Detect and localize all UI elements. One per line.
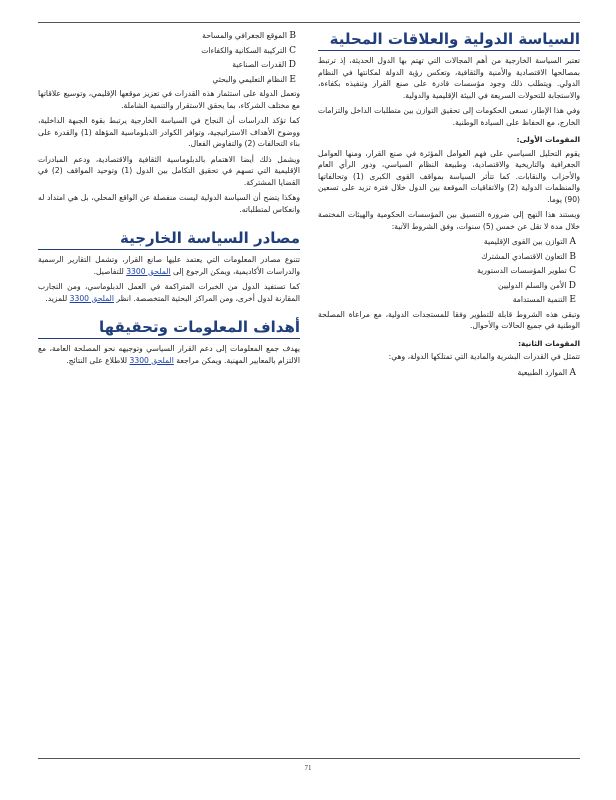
page-number: 71 — [304, 764, 312, 772]
subheading: ﺍﻟﻤﻘﻮﻣﺎﺕ ﺍﻷﻭﻟﻰ: — [516, 135, 580, 144]
paragraph: ﻛﻤﺎ ﺗﺆﻛﺪ ﺍﻟﺪﺭﺍﺳﺎﺕ ﺃﻥ ﺍﻟﻨﺠﺎﺡ ﻓﻲ ﺍﻟﺴﻴﺎﺳﺔ ﺍﻟﺨﺎﺭﺟﻴﺔ ﻳﺮﺗﺒﻂ ﺑﻘﻮﺓ ﺍﻟﺠﺒﻬﺔ ﺍﻟﺪﺍﺧﻠﻴﺔ، ﻭﻭﺿﻮﺡ ﺍﻷﻫﺪﺍﻑ ﺍﻻﺳﺘﺮﺍﺗﻴﺠﻴﺔ، ﻭﺗﻮﺍﻓﺮ ﺍﻟﻜﻮﺍﺩﺭ ﺍﻟﺪﺑﻠﻮﻣﺎﺳﻴﺔ ﺍﻟﻤﺆﻫﻠﺔ (1) ﻭﺍﻟﻘﺪﺭﺓ ﻋﻠﻰ ﺑﻨﺎﺀ ﺍﻟﺘﺤﺎﻟﻔﺎﺕ (2) ﻭﺍﻟﺘﻔﺎﻭﺽ ﺍﻟﻔﻌﺎﻝ. — [38, 116, 300, 148]
paragraph: ﻭﻳﺴﺘﻨﺪ ﻫﺬﺍ ﺍﻟﻨﻬﺞ ﺇﻟﻰ ﺿﺮﻭﺭﺓ ﺍﻟﺘﻨﺴﻴﻖ ﺑﻴﻦ ﺍﻟﻤﺆﺳﺴﺎﺕ ﺍﻟﺤﻜﻮﻣﻴﺔ ﻭﺍﻟﻬﻴﺌﺎﺕ ﺍﻟﻤﺨﺘﺼﺔ ﺧﻼﻝ ﻣﺪﺓ ﻻ ﺗﻘﻞ ﻋﻦ ﺧﻤﺲ (5) ﺳﻨﻮﺍﺕ، ﻭﻓﻖ ﺍﻟﺸﺮﻭﻁ ﺍﻵﺗﻴﺔ: — [318, 210, 580, 231]
list-item: E ﺍﻟﻨﻈﺎﻡ ﺍﻟﺘﻌﻠﻴﻤﻲ ﻭﺍﻟﺒﺤﺜﻲ — [212, 74, 296, 85]
section-heading-1: ﺍﻟﺴﻴﺎﺳﺔ ﺍﻟﺪﻭﻟﻴﺔ ﻭﺍﻟﻌﻼﻗﺎﺕ ﺍﻟﻤﺤﻠﻴﺔ — [318, 30, 580, 51]
paragraph: ﻭﻳﺸﻤﻞ ﺫﻟﻚ ﺃﻳﻀﺎ ﺍﻻﻫﺘﻤﺎﻡ ﺑﺎﻟﺪﺑﻠﻮﻣﺎﺳﻴﺔ ﺍﻟﺜﻘﺎﻓﻴﺔ ﻭﺍﻻﻗﺘﺼﺎﺩﻳﺔ، ﻭﺩﻋﻢ ﺍﻟﻤﺒﺎﺩﺭﺍﺕ ﺍﻹﻗﻠﻴﻤﻴﺔ ﺍﻟﺘﻲ ﺗﺴﻬﻢ ﻓﻲ ﺗﺤﻘﻴﻖ ﺍﻟﺘﻜﺎﻣﻞ ﺑﻴﻦ ﺍﻟﺪﻭﻝ (1) ﻭﺗﻮﺣﻴﺪ ﺍﻟﻤﻮﺍﻗﻒ (2) ﻓﻲ ﺍﻟﻘﻀﺎﻳﺎ ﺍﻟﻤﺸﺘﺮﻛﺔ. — [38, 154, 300, 187]
list-item: C ﺍﻟﺘﺮﻛﻴﺒﺔ ﺍﻟﺴﻜﺎﻧﻴﺔ ﻭﺍﻟﻜﻔﺎﺀﺍﺕ — [201, 45, 296, 56]
left-column — [38, 30, 300, 370]
list-item: D ﺍﻟﻘﺪﺭﺍﺕ ﺍﻟﺼﻨﺎﻋﻴﺔ — [232, 60, 296, 70]
list-item: E ﺍﻟﺘﻨﻤﻴﺔ ﺍﻟﻤﺴﺘﺪﺍﻣﺔ — [512, 295, 576, 305]
paragraph: ﻭﺗﻌﻤﻞ ﺍﻟﺪﻭﻟﺔ ﻋﻠﻰ ﺍﺳﺘﺜﻤﺎﺭ ﻫﺬﻩ ﺍﻟﻘﺪﺭﺍﺕ ﻓﻲ ﺗﻌﺰﻳﺰ ﻣﻮﻗﻌﻬﺎ ﺍﻹﻗﻠﻴﻤﻲ، ﻭﺗﻮﺳﻴﻊ ﻋﻼﻗﺎﺗﻬﺎ ﻣﻊ ﻣﺨﺘﻠﻒ ﺍﻟﺸﺮﻛﺎﺀ، ﺑﻤﺎ ﻳﺤﻘﻖ ﺍﻻﺳﺘﻘﺮﺍﺭ ﻭﺍﻟﺘﻨﻤﻴﺔ ﺍﻟﺸﺎﻣﻠﺔ. — [38, 89, 300, 110]
list-item: A ﺍﻟﺘﻮﺍﺯﻥ ﺑﻴﻦ ﺍﻟﻘﻮﻯ ﺍﻹﻗﻠﻴﻤﻴﺔ — [483, 237, 576, 247]
top-rule — [38, 22, 580, 23]
section-heading-2: ﻣﺼﺎﺩﺭ ﺍﻟﺴﻴﺎﺳﺔ ﺍﻟﺨﺎﺭﺟﻴﺔ — [38, 229, 300, 250]
list-item: A ﺍﻟﻤﻮﺍﺭﺩ ﺍﻟﻄﺒﻴﻌﻴﺔ — [517, 367, 576, 378]
paragraph: ﺗﺘﻤﺜﻞ ﻓﻲ ﺍﻟﻘﺪﺭﺍﺕ ﺍﻟﺒﺸﺮﻳﺔ ﻭﺍﻟﻤﺎﺩﻳﺔ ﺍﻟﺘﻲ ﺗﻤﺘﻠﻜﻬﺎ ﺍﻟﺪﻭﻟﺔ، ﻭﻫﻲ: — [388, 352, 580, 361]
paragraph: ﻳﻘﻮﻡ ﺍﻟﺘﺤﻠﻴﻞ ﺍﻟﺴﻴﺎﺳﻲ ﻋﻠﻰ ﻓﻬﻢ ﺍﻟﻌﻮﺍﻣﻞ ﺍﻟﻤﺆﺛﺮﺓ ﻓﻲ ﺻﻨﻊ ﺍﻟﻘﺮﺍﺭ، ﻭﻣﻨﻬﺎ ﺍﻟﻌﻮﺍﻣﻞ ﺍﻟﺠﻐﺮﺍﻓﻴﺔ ﻭﺍﻟﺘﺎﺭﻳﺨﻴﺔ ﻭﺍﻻﻗﺘﺼﺎﺩﻳﺔ، ﻭﻃﺒﻴﻌﺔ ﺍﻟﻨﻈﺎﻡ ﺍﻟﺴﻴﺎﺳﻲ، ﻭﺩﻭﺭ ﺍﻟﺮﺃﻱ ﺍﻟﻌﺎﻡ ﻭﺍﻷﺣﺰﺍﺏ ﻭﺍﻟﻨﻘﺎﺑﺎﺕ. ﻛﻤﺎ ﺗﺘﺄﺛﺮ ﺍﻟﺴﻴﺎﺳﺔ ﺑﻤﻮﺍﻗﻒ ﺍﻟﻘﻮﻯ ﺍﻟﻜﺒﺮﻯ (1) ﻭﺗﺤﺎﻟﻔﺎﺗﻬﺎ ﻭﺍﻟﻤﻨﻈﻤﺎﺕ ﺍﻟﺪﻭﻟﻴﺔ (2) ﻭﺍﻻﺗﻔﺎﻗﻴﺎﺕ ﺍﻟﻤﻮﻗﻌﺔ ﺑﻴﻦ ﺍﻟﺪﻭﻝ ﺧﻼﻝ ﻓﺘﺮﺓ ﺗﺰﻳﺪ ﻋﻠﻰ ﺗﺴﻌﻴﻦ (90) ﻳﻮﻣﺎ. — [318, 148, 580, 204]
bottom-rule — [38, 758, 580, 759]
paragraph: ﺗﻌﺘﺒﺮ ﺍﻟﺴﻴﺎﺳﺔ ﺍﻟﺨﺎﺭﺟﻴﺔ ﻣﻦ ﺃﻫﻢ ﺍﻟﻤﺠﺎﻻﺕ ﺍﻟﺘﻲ ﺗﻬﺘﻢ ﺑﻬﺎ ﺍﻟﺪﻭﻝ ﺍﻟﺤﺪﻳﺜﺔ، ﺇﺫ ﺗﺮﺗﺒﻂ ﺑﻤﺼﺎﻟﺤﻬﺎ ﺍﻻﻗﺘﺼﺎﺩﻳﺔ ﻭﺍﻷﻣﻨﻴﺔ ﻭﺍﻟﺜﻘﺎﻓﻴﺔ، ﻭﺗﻌﻜﺲ ﺭﺅﻳﺔ ﺍﻟﺪﻭﻟﺔ ﻟﻤﻜﺎﻧﺘﻬﺎ ﻓﻲ ﺍﻟﻨﻈﺎﻡ ﺍﻟﺪﻭﻟﻲ. ﻭﻳﺘﻄﻠﺐ ﺫﻟﻚ ﻭﺟﻮﺩ ﻣﺆﺳﺴﺎﺕ ﻗﺎﺩﺭﺓ ﻋﻠﻰ ﺻﻨﻊ ﺍﻟﻘﺮﺍﺭ ﻭﺗﻨﻔﻴﺬﻩ ﺑﻜﻔﺎﺀﺓ، ﻭﺍﻻﺳﺘﺠﺎﺑﺔ ﻟﻠﺘﺤﻮﻻﺕ ﺍﻟﺴﺮﻳﻌﺔ ﻓﻲ ﺍﻟﺒﻴﺌﺔ ﺍﻹﻗﻠﻴﻤﻴﺔ ﻭﺍﻟﺪﻭﻟﻴﺔ. — [318, 56, 580, 100]
paragraph: ﻳﻬﺪﻑ ﺟﻤﻊ ﺍﻟﻤﻌﻠﻮﻣﺎﺕ ﺇﻟﻰ ﺩﻋﻢ ﺍﻟﻘﺮﺍﺭ ﺍﻟﺴﻴﺎﺳﻲ ﻭﺗﻮﺟﻴﻬﻪ ﻧﺤﻮ ﺍﻟﻤﺼﻠﺤﺔ ﺍﻟﻌﺎﻣﺔ، ﻣﻊ ﺍﻻﻟﺘﺰﺍﻡ ﺑﺎﻟﻤﻌﺎﻳﻴﺮ ﺍﻟﻤﻬﻨﻴﺔ. ﻭﻳﻤﻜﻦ ﻣﺮﺍﺟﻌﺔ ﺍﻟﻤﻠﺤﻖ 3300 ﻟﻼﻃﻼﻉ ﻋﻠﻰ ﺍﻟﻨﺘﺎﺋﺞ. — [38, 344, 300, 365]
paragraph: ﺗﺘﻨﻮﻉ ﻣﺼﺎﺩﺭ ﺍﻟﻤﻌﻠﻮﻣﺎﺕ ﺍﻟﺘﻲ ﻳﻌﺘﻤﺪ ﻋﻠﻴﻬﺎ ﺻﺎﻧﻊ ﺍﻟﻘﺮﺍﺭ، ﻭﺗﺸﻤﻞ ﺍﻟﺘﻘﺎﺭﻳﺮ ﺍﻟﺮﺳﻤﻴﺔ ﻭﺍﻟﺪﺭﺍﺳﺎﺕ ﺍﻷﻛﺎﺩﻳﻤﻴﺔ، ﻭﻳﻤﻜﻦ ﺍﻟﺮﺟﻮﻉ ﺇﻟﻰ ﺍﻟﻤﻠﺤﻖ 3300 ﻟﻠﺘﻔﺎﺻﻴﻞ. — [38, 255, 300, 276]
list-item: D ﺍﻷﻣﻦ ﻭﺍﻟﺴﻠﻢ ﺍﻟﺪﻭﻟﻴﻴﻦ — [498, 280, 576, 291]
subheading: ﺍﻟﻤﻘﻮﻣﺎﺕ ﺍﻟﺜﺎﻧﻴﺔ: — [518, 338, 580, 348]
section-heading-3: ﺃﻫﺪﺍﻑ ﺍﻟﻤﻌﻠﻮﻣﺎﺕ ﻭﺗﺤﻘﻴﻘﻬﺎ — [38, 318, 300, 339]
right-column — [318, 30, 580, 381]
appendix-link[interactable]: ﺍﻟﻤﻠﺤﻖ 3300 — [126, 266, 171, 276]
paragraph: ﻭﺗﺒﻘﻰ ﻫﺬﻩ ﺍﻟﺸﺮﻭﻁ ﻗﺎﺑﻠﺔ ﻟﻠﺘﻄﻮﻳﺮ ﻭﻓﻘﺎ ﻟﻠﻤﺴﺘﺠﺪﺍﺕ ﺍﻟﺪﻭﻟﻴﺔ، ﻣﻊ ﻣﺮﺍﻋﺎﺓ ﺍﻟﻤﺼﻠﺤﺔ ﺍﻟﻮﻃﻨﻴﺔ ﻓﻲ ﺟﻤﻴﻊ ﺍﻟﺤﺎﻻﺕ ﻭﺍﻷﺣﻮﺍﻝ. — [318, 309, 580, 330]
list-item: B ﺍﻟﺘﻌﺎﻭﻥ ﺍﻻﻗﺘﺼﺎﺩﻱ ﺍﻟﻤﺸﺘﺮﻙ — [481, 251, 576, 262]
list-item: C ﺗﻄﻮﻳﺮ ﺍﻟﻤﺆﺳﺴﺎﺕ ﺍﻟﺪﺳﺘﻮﺭﻳﺔ — [477, 266, 576, 276]
paragraph: ﻭﻫﻜﺬﺍ ﻳﺘﻀﺢ ﺃﻥ ﺍﻟﺴﻴﺎﺳﺔ ﺍﻟﺪﻭﻟﻴﺔ ﻟﻴﺴﺖ ﻣﻨﻔﺼﻠﺔ ﻋﻦ ﺍﻟﻮﺍﻗﻊ ﺍﻟﻤﺤﻠﻲ، ﺑﻞ ﻫﻲ ﺍﻣﺘﺪﺍﺩ ﻟﻪ ﻭﺍﻧﻌﻜﺎﺱ ﻟﻤﺘﻄﻠﺒﺎﺗﻪ. — [38, 193, 300, 214]
spacer — [38, 219, 300, 229]
paragraph: ﻭﻓﻲ ﻫﺬﺍ ﺍﻹﻃﺎﺭ، ﺗﺴﻌﻰ ﺍﻟﺤﻜﻮﻣﺎﺕ ﺇﻟﻰ ﺗﺤﻘﻴﻖ ﺍﻟﺘﻮﺍﺯﻥ ﺑﻴﻦ ﻣﺘﻄﻠﺒﺎﺕ ﺍﻟﺪﺍﺧﻞ ﻭﺍﻟﺘﺰﺍﻣﺎﺕ ﺍﻟﺨﺎﺭﺝ، ﻣﻊ ﺍﻟﺤﻔﺎﻅ ﻋﻠﻰ ﺍﻟﺴﻴﺎﺩﺓ ﺍﻟﻮﻃﻨﻴﺔ. — [318, 106, 580, 127]
appendix-link[interactable]: ﺍﻟﻤﻠﺤﻖ 3300 — [69, 293, 114, 303]
spacer — [38, 308, 300, 318]
appendix-link[interactable]: ﺍﻟﻤﻠﺤﻖ 3300 — [129, 355, 174, 365]
list-item: B ﺍﻟﻤﻮﻗﻊ ﺍﻟﺠﻐﺮﺍﻓﻲ ﻭﺍﻟﻤﺴﺎﺣﺔ — [202, 31, 296, 41]
paragraph: ﻛﻤﺎ ﺗﺴﺘﻔﻴﺪ ﺍﻟﺪﻭﻝ ﻣﻦ ﺍﻟﺨﺒﺮﺍﺕ ﺍﻟﻤﺘﺮﺍﻛﻤﺔ ﻓﻲ ﺍﻟﻌﻤﻞ ﺍﻟﺪﺑﻠﻮﻣﺎﺳﻲ، ﻭﻣﻦ ﺍﻟﺘﺠﺎﺭﺏ ﺍﻟﻤﻘﺎﺭﻧﺔ ﻟﺪﻭﻝ ﺃﺧﺮﻯ، ﻭﻣﻦ ﺍﻟﻤﺮﺍﻛﺰ ﺍﻟﺒﺤﺜﻴﺔ ﺍﻟﻤﺘﺨﺼﺼﺔ. ﺍﻧﻈﺮ ﺍﻟﻤﻠﺤﻖ 3300 ﻟﻠﻤﺰﻳﺪ. — [38, 282, 300, 303]
